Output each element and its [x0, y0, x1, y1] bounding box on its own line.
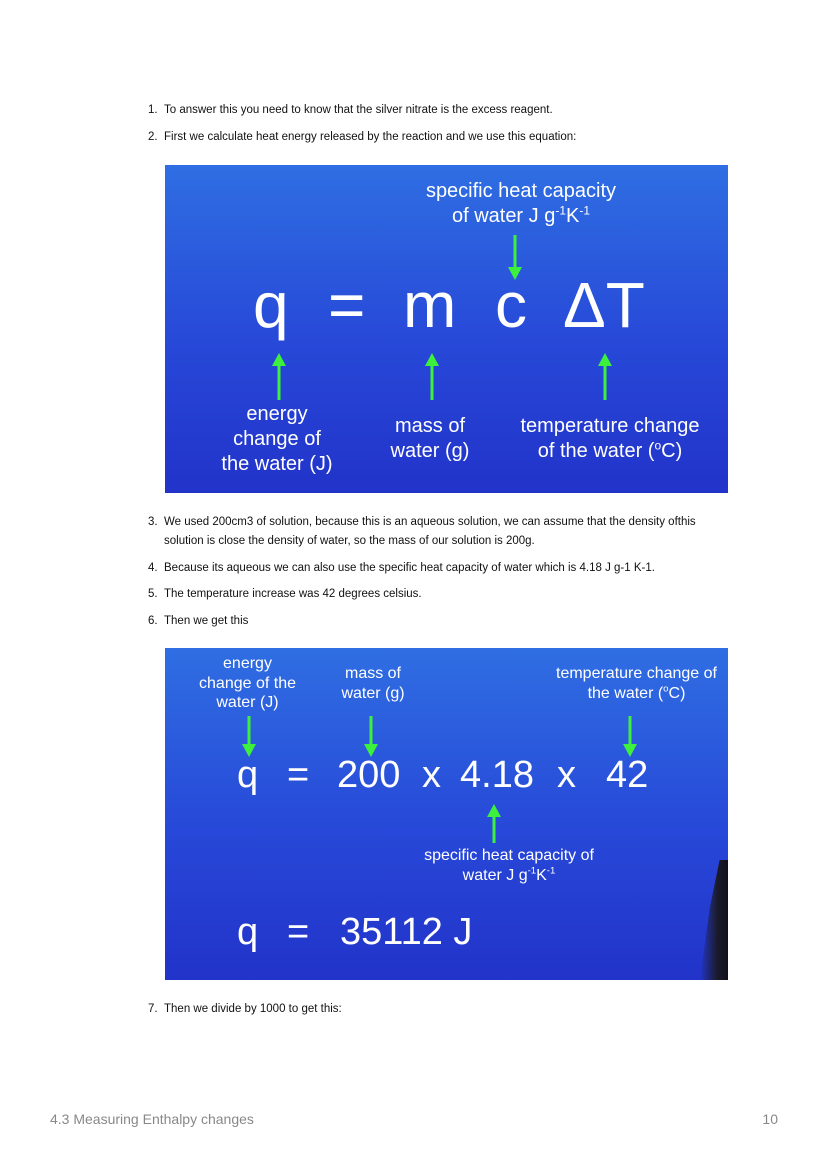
- list-number: 1.: [148, 104, 158, 116]
- label-line: water (g): [341, 684, 405, 702]
- label-line: the water (J): [221, 453, 333, 475]
- label-text: water J g: [462, 866, 528, 884]
- specific-heat-capacity-label: [405, 846, 613, 885]
- label-line: change of: [233, 428, 321, 450]
- list-text: The temperature increase was 42 degrees celsius.: [164, 588, 422, 600]
- equation-delta-t: ΔT: [563, 269, 645, 341]
- equation-q: q: [253, 269, 289, 341]
- arrow-up-icon: [271, 353, 287, 401]
- list-number: 5.: [148, 588, 158, 600]
- value-mass: 200: [337, 754, 401, 796]
- value-temperature: 42: [606, 754, 649, 796]
- arrow-down-icon: [241, 716, 257, 758]
- equation-equals: =: [328, 269, 366, 341]
- label-line: temperature change: [520, 415, 700, 437]
- label-text: of water J g: [451, 205, 556, 227]
- superscript: -1: [579, 203, 591, 218]
- list-number: 2.: [148, 131, 158, 143]
- label-line: mass of: [344, 665, 401, 682]
- label-line: specific heat capacity: [425, 180, 617, 202]
- result-equals: =: [287, 911, 310, 953]
- label-line: [545, 684, 728, 704]
- equation-equals: =: [287, 754, 310, 796]
- list-text: Because its aqueous we can also use the specific heat capacity of water which is 4.18 J g-1 K-1.: [164, 562, 655, 574]
- result-value: 35112 J: [340, 911, 473, 953]
- arrow-up-icon: [424, 353, 440, 401]
- label-line: [397, 204, 645, 229]
- arrow-up-icon: [486, 804, 502, 844]
- equation-c: c: [495, 269, 527, 341]
- superscript: -1: [546, 865, 556, 877]
- arrow-down-icon: [622, 716, 638, 758]
- footer-title: 4.3 Measuring Enthalpy changes: [50, 1111, 254, 1127]
- label-text: K: [536, 866, 547, 884]
- label-line: water (J): [216, 694, 279, 711]
- specific-heat-capacity-label: [397, 179, 645, 229]
- label-text: of the water (: [537, 440, 655, 462]
- equation-slide-calculation: [165, 648, 728, 980]
- equation-q: q: [237, 754, 259, 796]
- mass-label: [325, 664, 421, 703]
- label-text: C): [661, 440, 683, 462]
- label-line: [505, 439, 715, 464]
- list-text: To answer this you need to know that the silver nitrate is the excess reagent.: [164, 104, 553, 116]
- list-number: 3.: [148, 516, 158, 528]
- arrow-up-icon: [597, 353, 613, 401]
- label-text: the water (: [587, 684, 664, 702]
- equation-slide-formula: [165, 165, 728, 493]
- list-text: Then we divide by 1000 to get this:: [164, 1003, 342, 1015]
- label-line: [405, 866, 613, 886]
- label-text: K: [566, 205, 580, 227]
- label-line: temperature change of: [556, 665, 717, 682]
- label-line: water (g): [390, 440, 470, 462]
- superscript: -1: [555, 203, 567, 218]
- superscript: o: [663, 683, 669, 695]
- mass-label: [370, 414, 490, 464]
- temperature-change-label: [545, 664, 728, 703]
- list-text: First we calculate heat energy released by the reaction and we use this equation:: [164, 131, 577, 143]
- list-number: 4.: [148, 562, 158, 574]
- page-number: 10: [762, 1111, 778, 1127]
- label-line: specific heat capacity of: [424, 847, 594, 864]
- equation-m: m: [403, 269, 457, 341]
- list-number: 7.: [148, 1003, 158, 1015]
- result-q: q: [237, 911, 259, 953]
- multiply-sign: x: [557, 754, 576, 796]
- energy-change-label: [205, 402, 349, 477]
- label-line: energy: [246, 403, 308, 425]
- temperature-change-label: [505, 414, 715, 464]
- superscript: -1: [527, 865, 537, 877]
- multiply-sign: x: [422, 754, 441, 796]
- superscript: o: [654, 438, 662, 453]
- energy-change-label: [185, 654, 310, 713]
- arrow-down-icon: [363, 716, 379, 758]
- list-text: We used 200cm3 of solution, because this is an aqueous solution, we can assume that the density ofthis solution is close the density of water, so the mass of our solution is 200g.: [164, 516, 696, 547]
- label-line: mass of: [394, 415, 466, 437]
- list-text: Then we get this: [164, 615, 249, 627]
- value-specific-heat: 4.18: [460, 754, 534, 796]
- label-line: energy: [223, 655, 272, 672]
- label-line: change of the: [199, 674, 296, 692]
- presenter-silhouette: [700, 860, 728, 980]
- list-number: 6.: [148, 615, 158, 627]
- label-text: C): [668, 684, 686, 702]
